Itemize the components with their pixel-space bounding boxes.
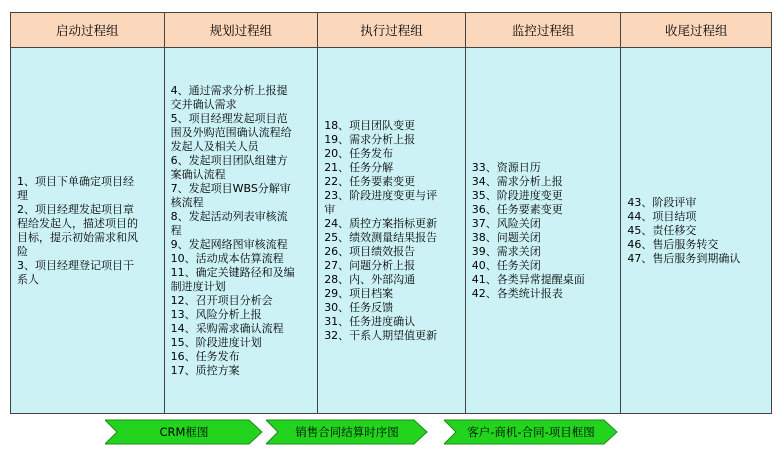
- button-label: CRM框图: [159, 425, 209, 439]
- item-line: 12、召开项目分析会: [170, 293, 273, 307]
- button-label: 销售合同结算时序图: [295, 425, 399, 439]
- item-line: 险: [17, 244, 28, 258]
- column-body: [165, 48, 318, 413]
- item-line: 26、项目绩效报告: [324, 244, 416, 258]
- item-line: 系人: [17, 272, 39, 286]
- item-line: 44、项目结项: [627, 209, 697, 223]
- item-line: 围及外购范围确认流程给: [170, 125, 292, 139]
- item-line: 28、内、外部沟通: [324, 272, 416, 286]
- item-line: 42、各类统计报表: [471, 286, 563, 300]
- item-line: 23、阶段进度变更与评: [324, 188, 438, 202]
- crm-diagram-button[interactable]: [105, 419, 263, 445]
- column-header: 规划过程组: [165, 13, 318, 48]
- item-line: 程: [170, 223, 182, 237]
- item-line: 19、需求分析上报: [324, 132, 416, 146]
- item-line: 10、活动成本估算流程: [170, 251, 284, 265]
- item-line: 33、资源日历: [471, 160, 541, 174]
- item-line: 20、任务发布: [324, 146, 394, 160]
- item-line: 25、绩效测量结果报告: [324, 230, 438, 244]
- item-line: 35、阶段进度变更: [471, 188, 563, 202]
- item-line: 6、发起项目团队组建方: [170, 153, 288, 167]
- item-line: 18、项目团队变更: [324, 118, 416, 132]
- column-closing: [621, 13, 771, 413]
- item-line: 45、责任移交: [627, 223, 697, 237]
- button-label: 客户-商机-合同-项目框图: [467, 425, 595, 439]
- item-line: 理: [17, 188, 28, 202]
- item-line: 5、项目经理发起项目范: [170, 111, 288, 125]
- item-line: 36、任务要素变更: [471, 202, 563, 216]
- column-initiating: [11, 13, 165, 413]
- item-line: 13、风险分析上报: [170, 307, 262, 321]
- item-line: 核流程: [170, 195, 204, 209]
- item-line: 27、问题分析上报: [324, 258, 416, 272]
- column-lines: [17, 175, 158, 287]
- item-line: 29、项目档案: [324, 286, 394, 300]
- item-line: 43、阶段评审: [627, 195, 697, 209]
- item-line: 制进度计划: [170, 279, 226, 293]
- item-line: 37、风险关闭: [471, 216, 541, 230]
- customer-opportunity-contract-project-button[interactable]: [444, 419, 618, 445]
- item-line: 交并确认需求: [170, 97, 237, 111]
- column-lines: [472, 161, 615, 301]
- item-line: 2、项目经理发起项目章: [17, 202, 134, 216]
- item-line: 7、发起项目WBS分解审: [170, 181, 291, 195]
- item-line: 11、确定关键路径和及编: [170, 265, 295, 279]
- item-line: 40、任务关闭: [471, 258, 541, 272]
- item-line: 24、质控方案指标更新: [324, 216, 438, 230]
- sales-contract-settlement-sequence-button[interactable]: [266, 419, 428, 445]
- column-monitoring: [466, 13, 622, 413]
- item-line: 程给发起人，描述项目的: [17, 216, 138, 230]
- item-line: 审: [324, 202, 336, 216]
- column-body: [11, 48, 164, 413]
- column-header: 启动过程组: [11, 13, 164, 48]
- item-line: 38、问题关闭: [471, 230, 541, 244]
- item-line: 34、需求分析上报: [471, 174, 563, 188]
- item-line: 41、各类异常提醒桌面: [471, 272, 585, 286]
- item-line: 30、任务反馈: [324, 300, 394, 314]
- column-lines: [171, 84, 312, 378]
- item-line: 8、发起活动列表审核流: [170, 209, 288, 223]
- column-header: 执行过程组: [318, 13, 465, 48]
- column-header: 收尾过程组: [621, 13, 771, 48]
- column-header: 监控过程组: [466, 13, 621, 48]
- item-line: 发起人及相关人员: [170, 139, 259, 153]
- column-body: [621, 48, 771, 413]
- item-line: 15、阶段进度计划: [170, 335, 262, 349]
- item-line: 案确认流程: [170, 167, 226, 181]
- item-line: 47、售后服务到期确认: [627, 251, 741, 265]
- item-line: 22、任务要素变更: [324, 174, 416, 188]
- item-line: 9、发起网络图审核流程: [170, 237, 288, 251]
- item-line: 14、采购需求确认流程: [170, 321, 284, 335]
- item-line: 4、通过需求分析上报提: [170, 83, 288, 97]
- column-body: [466, 48, 621, 413]
- item-line: 39、需求关闭: [471, 244, 541, 258]
- item-line: 32、干系人期望值更新: [324, 328, 438, 342]
- column-lines: [627, 196, 765, 266]
- item-line: 46、售后服务转交: [627, 237, 719, 251]
- column-planning: [165, 13, 319, 413]
- item-line: 17、质控方案: [170, 363, 240, 377]
- column-body: [318, 48, 465, 413]
- process-groups-table: [10, 12, 772, 414]
- item-line: 1、项目下单确定项目经: [17, 174, 134, 188]
- item-line: 3、项目经理登记项目干: [17, 258, 134, 272]
- item-line: 目标，提示初始需求和风: [17, 230, 138, 244]
- item-line: 21、任务分解: [324, 160, 394, 174]
- item-line: 31、任务进度确认: [324, 314, 416, 328]
- column-executing: [318, 13, 466, 413]
- column-lines: [324, 119, 459, 343]
- item-line: 16、任务发布: [170, 349, 240, 363]
